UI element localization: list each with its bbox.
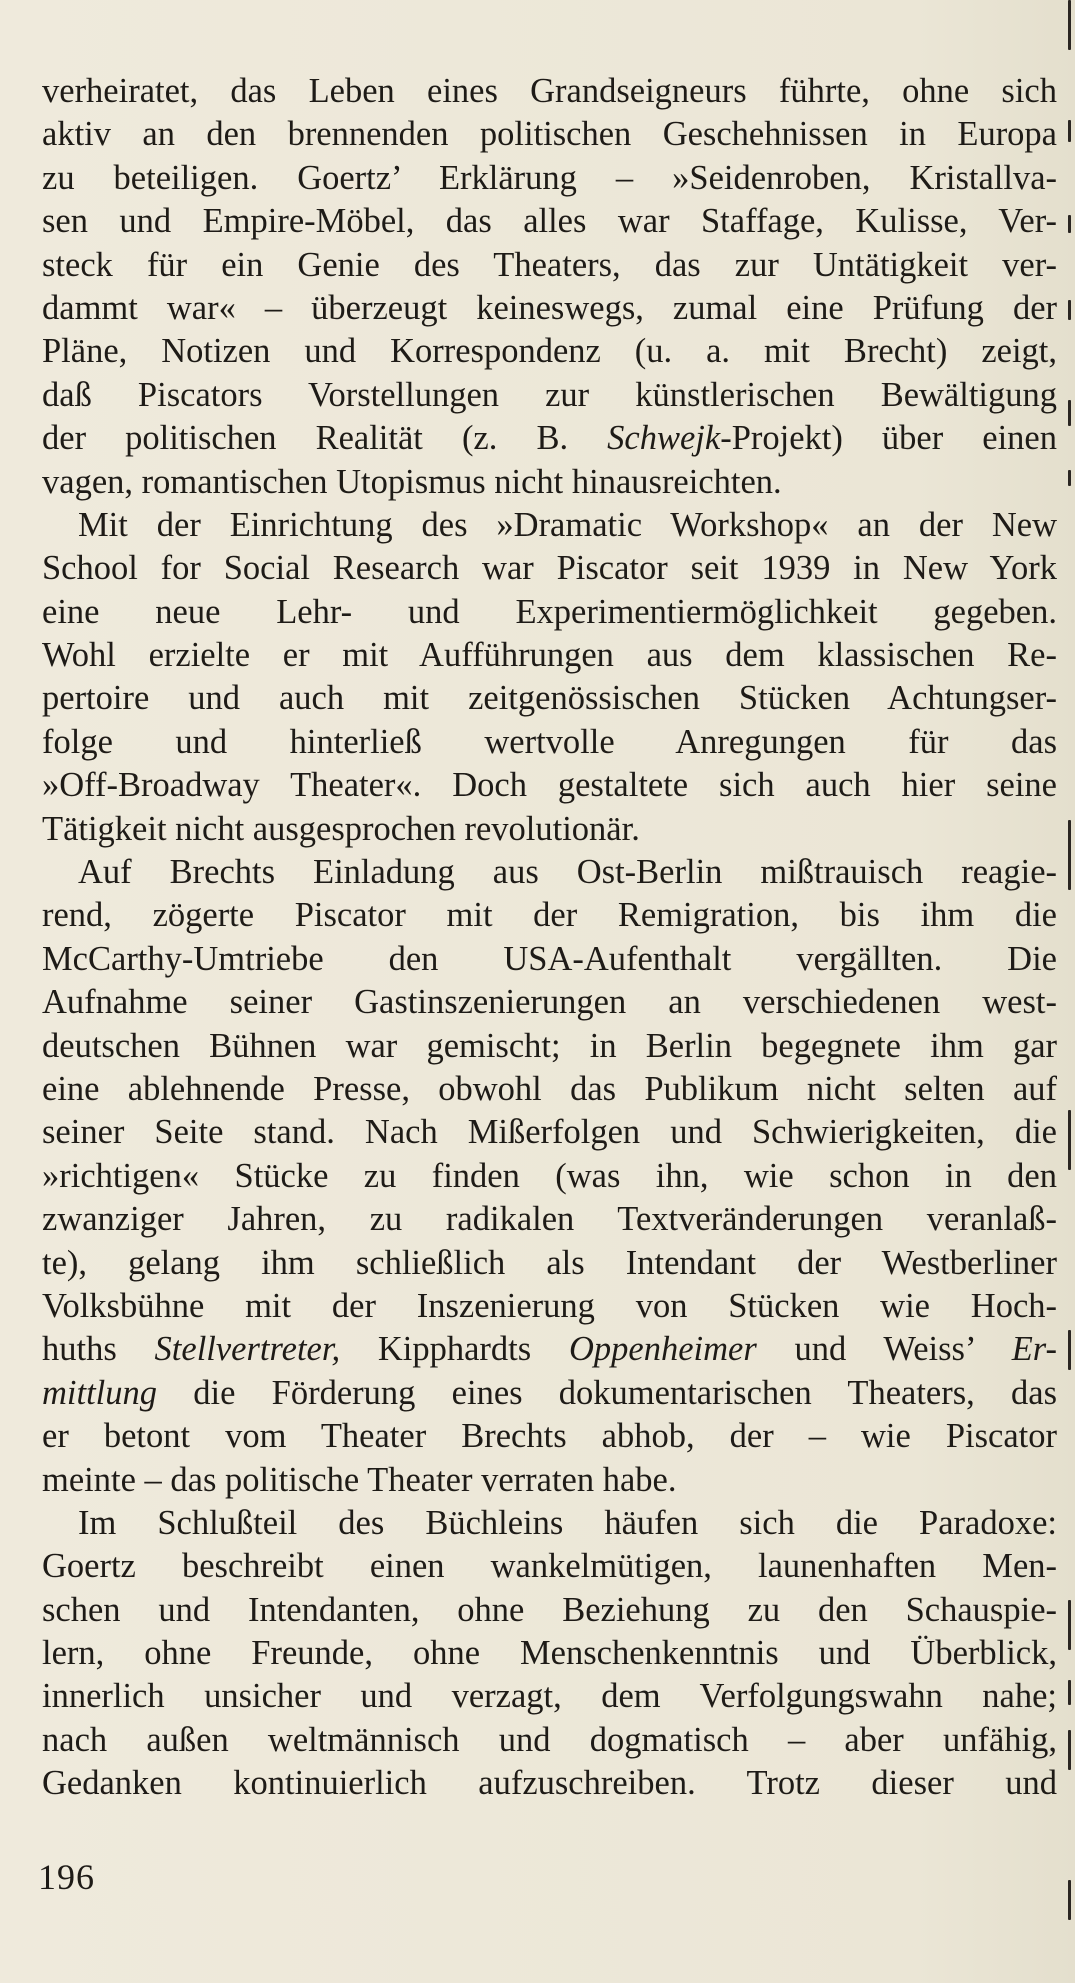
italic-title: mittlung [42, 1373, 158, 1412]
text-line: »Off-Broadway Theater«. Doch gestaltete sich auch hier seine [42, 766, 1057, 805]
text-line: Pläne, Notizen und Korrespondenz (u. a. mit Brecht) zeigt, [42, 332, 1057, 371]
text-line: Mit der Einrichtung des »Dramatic Workshop« an der New [78, 505, 1057, 544]
text-line: te), gelang ihm schließlich als Intendant der Westberliner [42, 1243, 1057, 1282]
italic-title: Er- [1011, 1330, 1057, 1369]
text-line: innerlich unsicher und verzagt, dem Verfolgungswahn nahe; [42, 1677, 1057, 1716]
italic-title: Stellvertreter, [154, 1330, 341, 1369]
text-line: Goertz beschreibt einen wankelmütigen, launenhaften Men- [42, 1547, 1057, 1586]
text-line: daß Piscators Vorstellungen zur künstlerischen Bewältigung [42, 375, 1057, 414]
text-line: Aufnahme seiner Gastinszenierungen an verschiedenen west- [42, 983, 1057, 1022]
text-line: aktiv an den brennenden politischen Geschehnissen in Europa [42, 115, 1057, 154]
text-line: folge und hinterließ wertvolle Anregungen für das [42, 722, 1057, 761]
text-line: er betont vom Theater Brechts abhob, der – wie Piscator [42, 1417, 1057, 1456]
text-line: schen und Intendanten, ohne Beziehung zu den Schauspie- [42, 1590, 1057, 1629]
text-line: steck für ein Genie des Theaters, das zur Untätigkeit ver- [42, 245, 1057, 284]
text-line: der politischen Realität (z. B. Schwejk-Projekt) über einen [42, 419, 1057, 458]
text-line: rend, zögerte Piscator mit der Remigration, bis ihm die [42, 896, 1057, 935]
page-number: 196 [38, 1857, 95, 1897]
italic-title: Schwejk [607, 419, 721, 458]
text-line: Volksbühne mit der Inszenierung von Stücken wie Hoch- [42, 1286, 1057, 1325]
text-line: eine neue Lehr- und Experimentiermöglichkeit gegeben. [42, 592, 1057, 631]
text-line: Im Schlußteil des Büchleins häufen sich die Paradoxe: [78, 1503, 1057, 1542]
text-line: meinte – das politische Theater verraten habe. [42, 1460, 677, 1499]
text-line: dammt war« – überzeugt keineswegs, zumal eine Prüfung der [42, 288, 1057, 327]
text-line: verheiratet, das Leben eines Grandseigneurs führte, ohne sich [42, 72, 1057, 110]
text-line: seiner Seite stand. Nach Mißerfolgen und Schwierigkeiten, die [42, 1113, 1057, 1152]
text-line: vagen, romantischen Utopismus nicht hinausreichten. [42, 462, 782, 501]
text-line: deutschen Bühnen war gemischt; in Berlin begegnete ihm gar [42, 1026, 1057, 1065]
text-line: zu beteiligen. Goertz’ Erklärung – »Seidenroben, Kristallva- [42, 158, 1057, 197]
body-text [42, 70, 1057, 1806]
text-line: pertoire und auch mit zeitgenössischen Stücken Achtungser- [42, 679, 1057, 718]
text-line: nach außen weltmännisch und dogmatisch – aber unfähig, [42, 1720, 1057, 1759]
text-line: School for Social Research war Piscator seit 1939 in New York [42, 549, 1057, 588]
page-edge-marks [1057, 0, 1075, 1983]
text-line: lern, ohne Freunde, ohne Menschenkenntnis und Überblick, [42, 1634, 1057, 1673]
text-line: mittlung die Förderung eines dokumentarischen Theaters, das [42, 1373, 1057, 1412]
text-line: sen und Empire-Möbel, das alles war Staffage, Kulisse, Ver- [42, 202, 1057, 241]
text-line: Gedanken kontinuierlich aufzuschreiben. Trotz dieser und [42, 1764, 1057, 1803]
text-line: McCarthy-Umtriebe den USA-Aufenthalt vergällten. Die [42, 939, 1057, 978]
text-line: huths Stellvertreter, Kipphardts Oppenheimer und Weiss’ Er- [42, 1330, 1057, 1369]
italic-title: Oppenheimer [568, 1330, 757, 1369]
text-line: Wohl erzielte er mit Aufführungen aus dem klassischen Re- [42, 636, 1057, 675]
text-line: eine ablehnende Presse, obwohl das Publikum nicht selten auf [42, 1069, 1057, 1108]
text-line: zwanziger Jahren, zu radikalen Textveränderungen veranlaß- [42, 1200, 1057, 1239]
text-line: »richtigen« Stücke zu finden (was ihn, wie schon in den [42, 1156, 1057, 1195]
text-line: Auf Brechts Einladung aus Ost-Berlin mißtrauisch reagie- [78, 853, 1057, 892]
text-line: Tätigkeit nicht ausgesprochen revolutionär. [42, 809, 640, 848]
